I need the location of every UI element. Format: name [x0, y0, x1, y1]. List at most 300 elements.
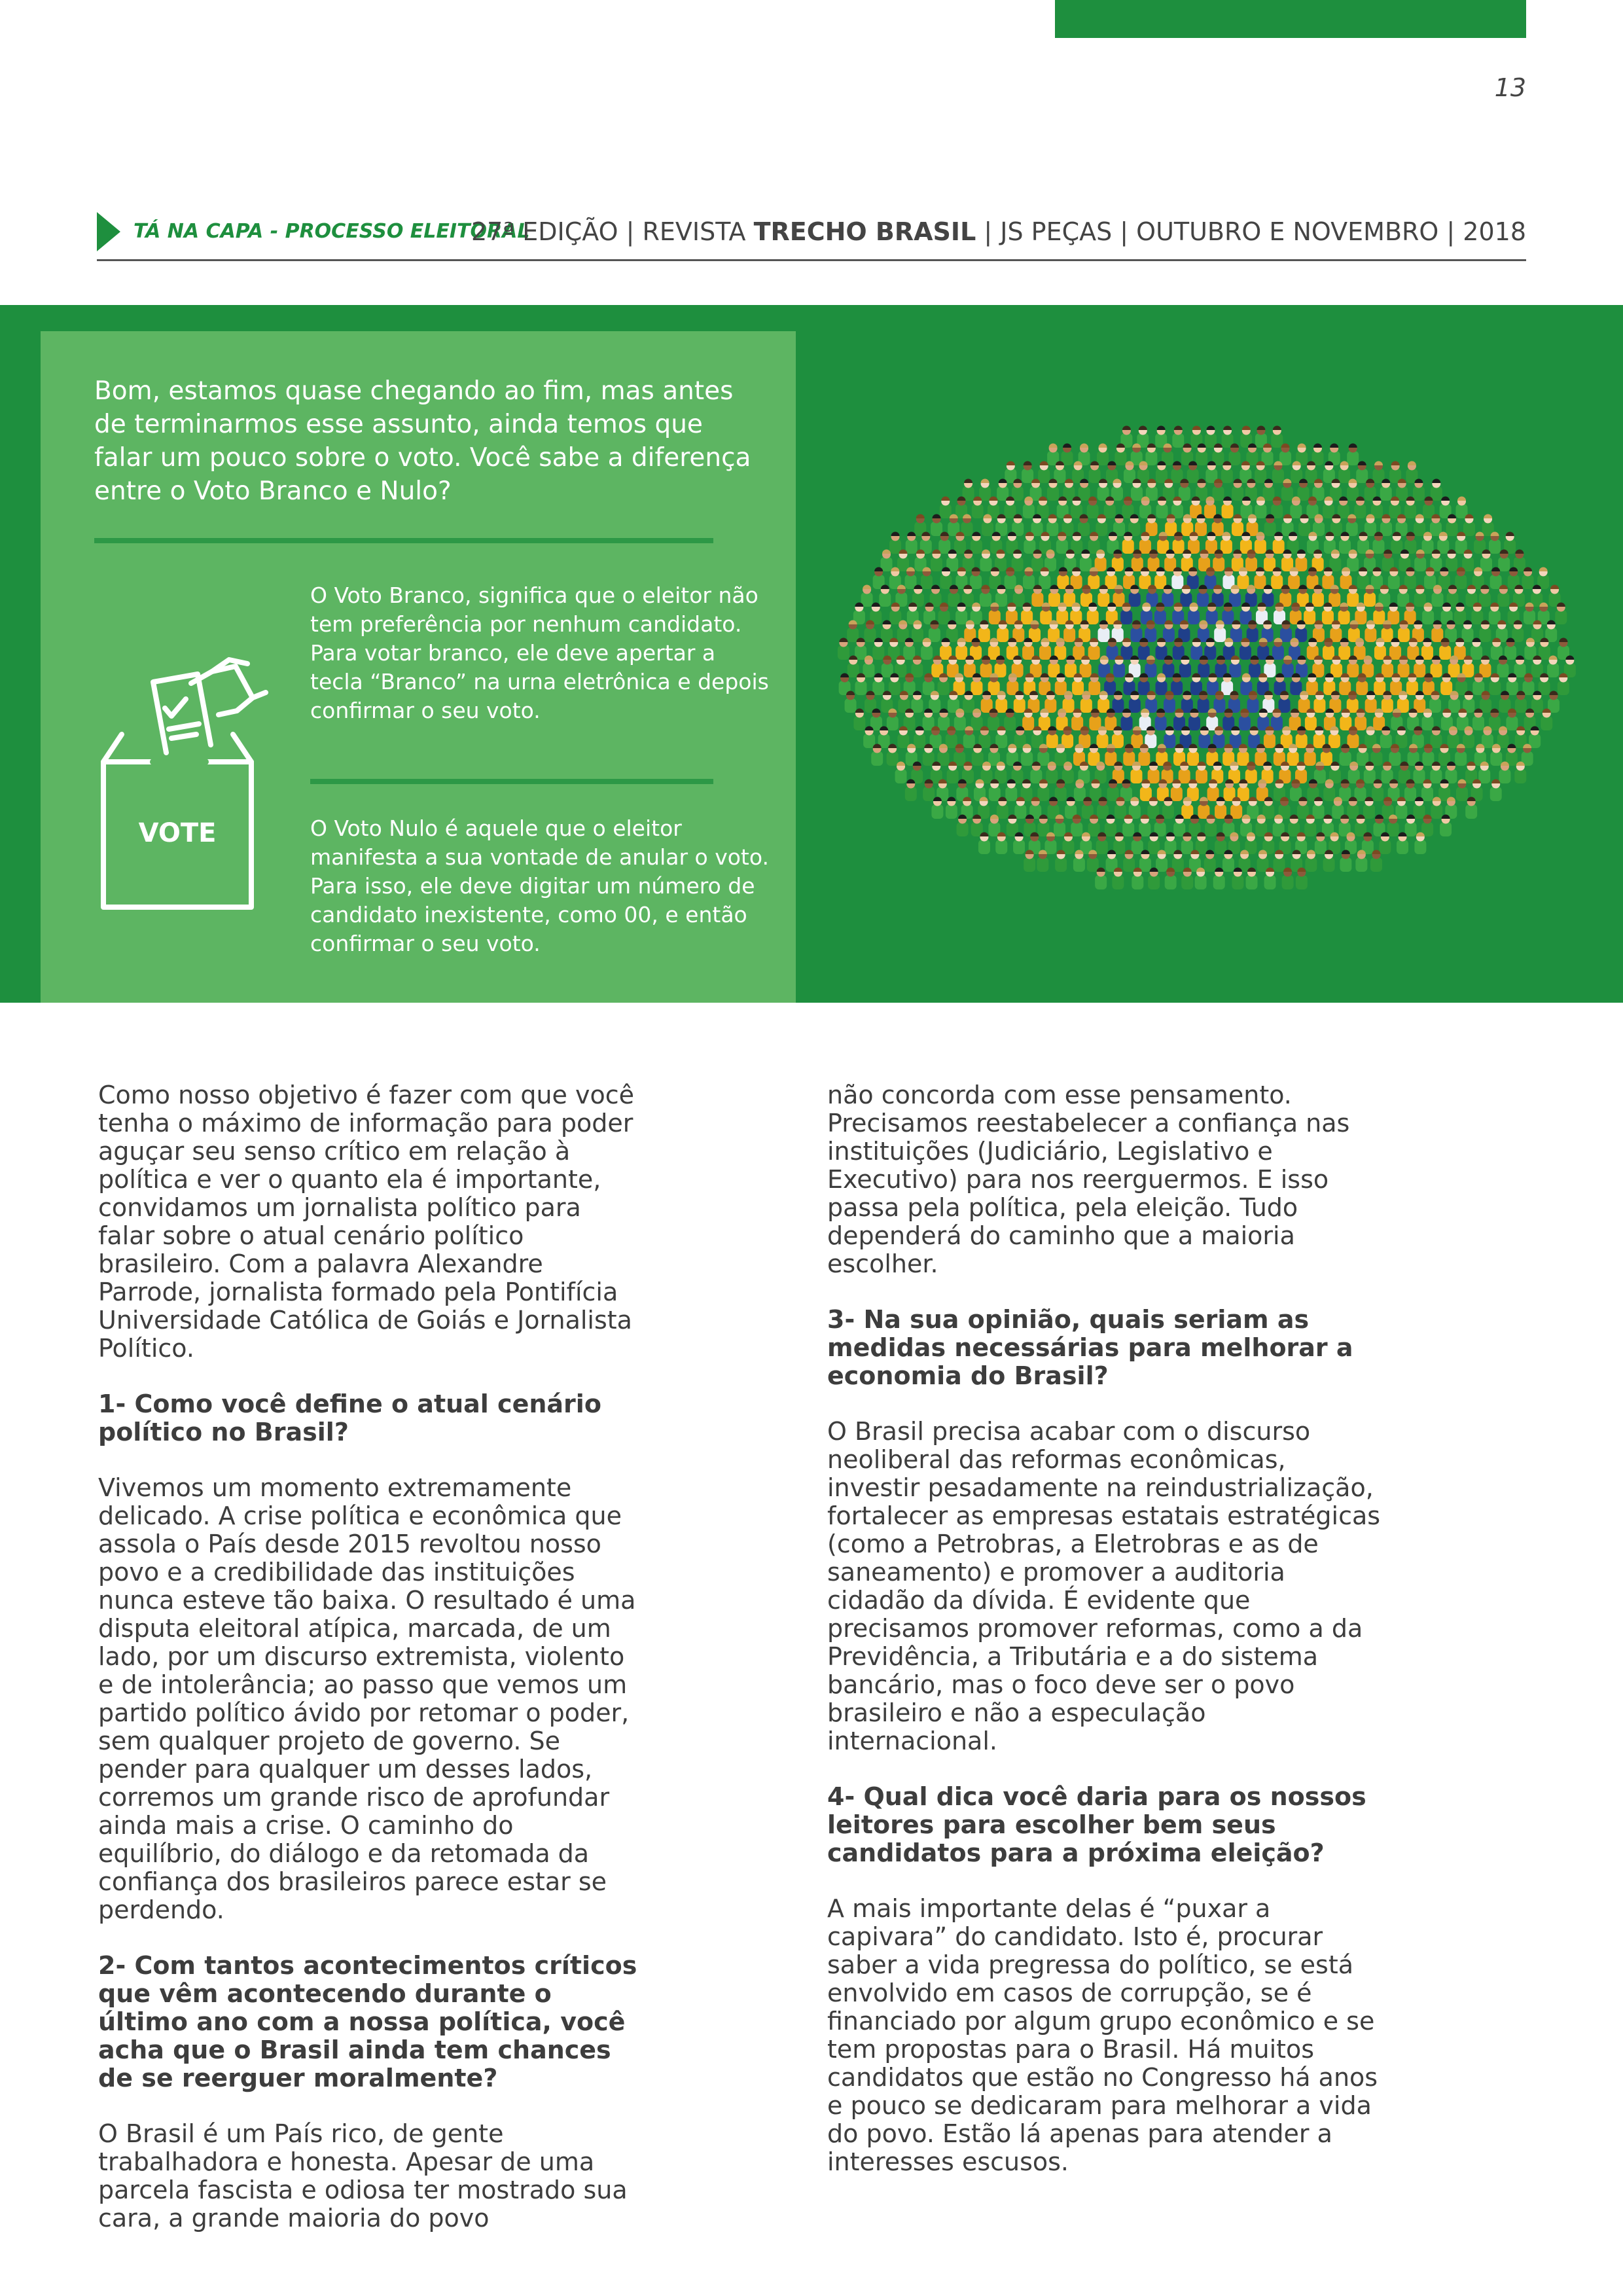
crowd-person-body [1347, 451, 1359, 465]
magazine-name: TRECHO BRASIL [753, 217, 976, 246]
crowd-person-hair [1298, 444, 1306, 448]
crowd-person-body [931, 522, 942, 536]
crowd-person-hair [1283, 479, 1291, 484]
crowd-person-body [1274, 857, 1285, 872]
crowd-person-hair [1200, 797, 1208, 802]
crowd-person-hair [1157, 426, 1166, 431]
crowd-person-body [1097, 628, 1109, 642]
crowd-person-body [1096, 734, 1108, 748]
crowd-person-hair [1324, 815, 1332, 819]
crowd-person-body [1272, 645, 1284, 660]
crowd-person-body [863, 663, 874, 677]
crowd-person-body [1363, 804, 1375, 819]
crowd-person-body [1129, 698, 1141, 713]
crowd-person-body [971, 681, 982, 695]
crowd-person-body [1232, 522, 1243, 536]
crowd-person-body [1023, 504, 1035, 518]
crowd-person-hair [1183, 444, 1192, 448]
crowd-person-body [1047, 486, 1059, 501]
crowd-person-body [1164, 698, 1175, 713]
header-rule [97, 259, 1526, 261]
crowd-person-body [1422, 751, 1434, 766]
issue-line [471, 217, 1526, 246]
crowd-person-body [1087, 504, 1099, 518]
crowd-person-body [1463, 522, 1475, 536]
crowd-person-body [1315, 840, 1327, 854]
crowd-person-hair [1290, 815, 1298, 819]
crowd-person-body [1204, 857, 1216, 872]
crowd-person-body [1373, 610, 1385, 624]
crowd-person-body [887, 751, 899, 766]
crowd-person-hair [1506, 532, 1514, 537]
crowd-person-body [1113, 663, 1125, 677]
crowd-person-body [1365, 698, 1377, 713]
crowd-person-body [971, 539, 982, 554]
crowd-person-hair [1073, 709, 1082, 713]
crowd-person-hair [933, 514, 941, 519]
crowd-person-body [1489, 681, 1501, 695]
crowd-person-body [1172, 433, 1184, 448]
crowd-person-body [1232, 486, 1243, 501]
crowd-person-body [1024, 857, 1035, 872]
crowd-person-body [995, 698, 1007, 713]
crowd-person-hair [982, 550, 990, 554]
crowd-person-body [1097, 592, 1109, 607]
crowd-person-hair [1457, 497, 1466, 501]
article-paragraph: Como nosso objetivo é fazer com que você tenha o máximo de informação para poder aguçar seu senso crítico em relação à política e ver o quanto ela é importante, convidamos um jornalista político para falar sobre o atual cenário político brasileiro. Com a palavra Alexandre Parrode, jornalista formado pela Pontifícia Universidade Católica de Goiás e Jornalista Político. [98, 1081, 635, 1363]
crowd-person-body [1171, 787, 1183, 801]
interview-question: 1- Como você define o atual cenário político no Brasil? [98, 1390, 601, 1446]
vote-label: VOTE [138, 818, 217, 848]
crowd-person-hair [1374, 461, 1383, 466]
crowd-person-hair [1183, 691, 1191, 696]
crowd-person-hair [964, 479, 972, 484]
crowd-person-body [1198, 698, 1209, 713]
crowd-person-hair [1340, 603, 1348, 607]
voto-branco-text: O Voto Branco, significa que o eleitor não tem preferência por nenhum candidato. Para votar branco, ele deve apertar a tecla “Branco” na urna eletrônica e depois confirmar o seu voto. [310, 583, 769, 723]
crowd-person-body [1395, 804, 1407, 819]
crowd-person-body [1271, 433, 1283, 448]
crowd-person-hair [1549, 691, 1558, 696]
crowd-person-hair [1024, 461, 1032, 466]
crowd-person-body [1414, 804, 1425, 819]
crowd-person-body [1181, 875, 1193, 889]
crowd-person-body [940, 504, 952, 518]
crowd-person-body [1196, 451, 1207, 465]
crowd-person-body [1471, 610, 1483, 624]
crowd-person-body [1179, 663, 1191, 677]
crowd-person-body [1497, 663, 1508, 677]
article-paragraph: não concorda com esse pensamento. Precisamos reestabelecer a confiança nas instituições (Judiciário, Legislativo e Executivo) para nos reerguermos. E isso passa pela política, pela eleição. Tudo dependerá do caminho que a maioria escolher. [827, 1081, 1350, 1278]
crowd-person-body [1145, 451, 1157, 465]
intro-text: Bom, estamos quase chegando ao fim, mas antes de terminarmos esse assunto, ainda temos que falar um pouco sobre o voto. Você sabe a diferença entre o Voto Branco e Nulo? [94, 376, 751, 506]
crowd-person-body [1405, 822, 1417, 836]
crowd-person-body [1323, 645, 1334, 660]
crowd-person-body [906, 539, 918, 554]
crowd-person-body [1372, 539, 1384, 554]
crowd-person-body [989, 787, 1001, 801]
crowd-person-hair [1314, 620, 1323, 625]
crowd-person-body [1232, 875, 1243, 889]
crowd-person-body [879, 592, 891, 607]
crowd-person-body [1037, 857, 1048, 872]
crowd-person-body [1246, 875, 1258, 889]
crowd-person-body [1155, 716, 1167, 730]
crowd-person-body [989, 610, 1001, 624]
crowd-person-hair [1298, 585, 1307, 590]
crowd-person-hair [1313, 444, 1322, 448]
crowd-person-body [1298, 522, 1310, 536]
crowd-person-body [1087, 857, 1099, 872]
crowd-person-body [1414, 592, 1426, 607]
crowd-person-body [1296, 875, 1308, 889]
crowd-person-body [1095, 875, 1107, 889]
crowd-person-body [938, 681, 950, 695]
crowd-person-body [963, 698, 974, 713]
article-paragraph: Vivemos um momento extremamente delicado. A crise política e econômica que assola o País desde 2015 revoltou nosso povo e a credibilidade das instituições nunca esteve tão baixa. O resultado é uma disputa eleitoral atípica, marcada, de um lado, por um discurso extremista, violento e de intolerância; ao passo que vemos um partido político ávido por retomar o poder, sem qualquer projeto de governo. Se pender para qualquer um desses lados, corremos um grande risco de aprofundar ainda mais a crise. O caminho do equilíbrio, do diálogo e da retomada da confiança dos brasileiros parece estar se perdendo. [98, 1473, 636, 1924]
crowd-person-hair [947, 797, 955, 802]
crowd-person-body [921, 645, 933, 660]
crowd-person-body [1073, 857, 1085, 872]
crowd-person-body [1088, 681, 1100, 695]
crowd-person-body [1229, 663, 1241, 677]
crowd-person-body [940, 575, 952, 589]
crowd-person-body [1340, 857, 1351, 872]
crowd-person-body [1281, 486, 1293, 501]
crowd-person-hair [1065, 479, 1073, 484]
crowd-person-body [1382, 698, 1393, 713]
section-label: TÁ NA CAPA - PROCESSO ELEITORAL [134, 220, 530, 243]
page-number: 13 [1494, 73, 1526, 102]
crowd-person-body [1087, 610, 1099, 624]
crowd-person-body [1245, 557, 1257, 571]
crowd-person-body [853, 716, 865, 730]
crowd-person-body [1422, 610, 1434, 624]
crowd-person-body [1054, 822, 1065, 836]
crowd-person-hair [1358, 461, 1366, 466]
crowd-person-hair [1457, 780, 1466, 784]
crowd-person-body [1213, 875, 1225, 889]
crowd-person-body [1096, 840, 1108, 854]
crowd-person-body [1132, 840, 1143, 854]
divider [94, 538, 713, 543]
crowd-person-body [1089, 469, 1101, 483]
crowd-person-body [1088, 645, 1100, 660]
crowd-person-body [947, 769, 959, 783]
crowd-person-body [1287, 751, 1299, 766]
crowd-person-body [1164, 734, 1175, 748]
crowd-person-body [1005, 575, 1016, 589]
crowd-person-body [1206, 610, 1218, 624]
crowd-person-body [1046, 734, 1058, 748]
crowd-person-hair [1132, 620, 1141, 625]
crowd-person-body [1188, 716, 1200, 730]
crowd-person-hair [931, 585, 940, 590]
crowd-person-body [1414, 522, 1425, 536]
crowd-person-body [1173, 539, 1185, 554]
crowd-person-body [863, 734, 875, 748]
crowd-person-body [1354, 504, 1366, 518]
crowd-person-body [1237, 575, 1249, 589]
crowd-person-body [1323, 787, 1335, 801]
crowd-person-body [1391, 539, 1402, 554]
crowd-person-body [1389, 645, 1401, 660]
crowd-person-body [957, 822, 969, 836]
issue-suffix: | JS PEÇAS | OUTUBRO E NOVEMBRO | 2018 [976, 217, 1526, 246]
crowd-person-body [1122, 539, 1134, 554]
crowd-person-body [1388, 575, 1400, 589]
crowd-person-body [1339, 539, 1351, 554]
crowd-person-hair [1432, 656, 1440, 660]
crowd-person-body [1414, 840, 1426, 854]
crowd-person-hair [1122, 426, 1131, 431]
article-paragraph: O Brasil é um País rico, de gente trabalhadora e honesta. Apesar de uma parcela fascista e odiosa ter mostrado sua cara, a grande maioria do povo [98, 2119, 628, 2233]
crowd-person-body [1490, 787, 1502, 801]
voto-nulo-text: O Voto Nulo é aquele que o eleitor manifesta a sua vontade de anular o voto. Para isso, ele deve digitar um número de candidato inexistente, como 00, e então confirmar o seu voto. [310, 816, 769, 956]
crowd-person-body [1115, 451, 1126, 465]
crowd-person-body [1187, 469, 1199, 483]
crowd-person-body [847, 628, 859, 642]
crowd-person-body [1213, 486, 1224, 501]
crowd-person-hair [1433, 620, 1442, 625]
crowd-person-body [1063, 628, 1075, 642]
crowd-person-body [1440, 822, 1452, 836]
crowd-person-body [1472, 716, 1484, 730]
crowd-person-body [1431, 804, 1442, 819]
crowd-person-hair [1391, 461, 1400, 466]
crowd-person-body [1322, 610, 1334, 624]
crowd-person-body [921, 575, 933, 589]
crowd-person-body [855, 681, 866, 695]
crowd-person-body [1247, 698, 1258, 713]
crowd-person-body [1271, 575, 1283, 589]
crowd-person-hair [981, 585, 990, 590]
crowd-person-body [1040, 610, 1052, 624]
crowd-person-body [1414, 557, 1426, 571]
crowd-person-hair [1416, 514, 1424, 519]
crowd-person-body [1397, 840, 1408, 854]
crowd-person-body [1497, 592, 1509, 607]
crowd-person-hair [1273, 426, 1281, 431]
crowd-person-body [980, 557, 991, 571]
crowd-person-hair [1206, 426, 1215, 431]
crowd-person-body [1165, 875, 1177, 889]
crowd-person-body [1112, 875, 1124, 889]
crowd-person-body [980, 663, 992, 677]
crowd-person-body [1080, 698, 1092, 713]
crowd-person-body [1046, 769, 1058, 783]
crowd-person-hair [1022, 780, 1031, 784]
crowd-person-hair [1242, 426, 1251, 431]
crowd-person-hair [1174, 426, 1183, 431]
crowd-person-body [1338, 645, 1350, 660]
crowd-person-body [1162, 804, 1174, 819]
crowd-person-hair [1559, 638, 1567, 643]
crowd-person-body [1498, 557, 1510, 571]
crowd-person-body [938, 610, 950, 624]
crowd-person-hair [1080, 444, 1088, 448]
crowd-person-body [1022, 716, 1034, 730]
crowd-person-hair [940, 709, 948, 713]
crowd-person-body [1304, 751, 1316, 766]
crowd-person-body [1272, 469, 1284, 483]
crowd-person-body [1056, 539, 1068, 554]
crowd-person-body [1455, 751, 1467, 766]
crowd-person-body [1139, 539, 1151, 554]
crowd-person-body [1071, 822, 1082, 836]
crowd-person-body [1171, 575, 1183, 589]
crowd-person-body [1121, 716, 1133, 730]
crowd-person-body [923, 751, 935, 766]
crowd-person-hair [1040, 461, 1048, 466]
crowd-person-body [1156, 857, 1168, 872]
crowd-person-hair [1349, 444, 1357, 448]
crowd-person-body [1304, 610, 1315, 624]
crowd-person-hair [1330, 444, 1338, 448]
crowd-person-body [1515, 698, 1527, 713]
crowd-person-body [1254, 575, 1266, 589]
crowd-person-body [1313, 698, 1325, 713]
crowd-person-body [1282, 875, 1294, 889]
crowd-person-body [1080, 557, 1092, 571]
vote-info-box [41, 331, 796, 1003]
crowd-person-body [1379, 840, 1391, 854]
crowd-person-body [1506, 716, 1518, 730]
crowd-person-body [970, 575, 982, 589]
crowd-person-body [1213, 557, 1224, 571]
crowd-person-body [1221, 469, 1233, 483]
crowd-person-body [1440, 681, 1452, 695]
crowd-person-body [1522, 575, 1534, 589]
crowd-person-body [1364, 592, 1376, 607]
crowd-person-hair [1173, 461, 1181, 466]
crowd-person-hair [1516, 656, 1524, 660]
crowd-person-hair [1257, 426, 1265, 431]
crowd-person-body [1239, 716, 1251, 730]
crowd-person-hair [1007, 461, 1015, 466]
crowd-person-body [954, 716, 966, 730]
crowd-person-body [1188, 610, 1200, 624]
crowd-person-hair [1090, 638, 1098, 643]
crowd-person-body [1312, 592, 1324, 607]
crowd-person-body [978, 840, 990, 854]
crowd-person-body [1456, 787, 1468, 801]
crowd-person-body [1021, 751, 1033, 766]
crowd-person-body [1022, 469, 1033, 483]
crowd-person-hair [941, 497, 950, 501]
crowd-person-body [845, 698, 857, 713]
crowd-person-body [1205, 822, 1217, 836]
crowd-person-body [1305, 716, 1317, 730]
crowd-person-body [980, 592, 991, 607]
crowd-person-body [914, 734, 925, 748]
crowd-person-body [872, 681, 884, 695]
crowd-person-body [887, 716, 899, 730]
crowd-person-body [903, 645, 915, 660]
crowd-person-body [1005, 787, 1017, 801]
crowd-person-body [1255, 504, 1266, 518]
crowd-person-body [1004, 716, 1016, 730]
crowd-person-body [1290, 681, 1302, 695]
crowd-person-hair [1067, 797, 1075, 802]
crowd-person-hair [839, 638, 847, 642]
article-paragraph: O Brasil precisa acabar com o discurso neoliberal das reformas econômicas, investir pesadamente na reindustrialização, fortalecer as empresas estatais estratégicas (como a Petrobras, a Eletrobras e as de saneamento) e promover a auditoria cidadão da dívida. É evidente que precisamos promover reformas, como a da Previdência, a Tributária e a do sistema bancário, mas o foco deve ser o povo brasileiro e não a especulação internacional. [827, 1417, 1381, 1755]
crowd-person-body [1262, 486, 1274, 501]
crowd-person-hair [1139, 426, 1147, 431]
top-accent-bar [1055, 0, 1526, 38]
crowd-person-hair [1432, 479, 1440, 484]
crowd-person-hair [1223, 497, 1232, 501]
crowd-person-hair [1291, 709, 1299, 713]
page-header [97, 212, 1526, 262]
crowd-person-body [1282, 663, 1294, 677]
crowd-person-body [1446, 522, 1458, 536]
crowd-person-body [1023, 575, 1035, 589]
crowd-person-hair [1389, 603, 1398, 607]
crowd-person-body [1296, 734, 1308, 748]
crowd-person-hair [855, 709, 864, 713]
crowd-person-hair [1048, 514, 1057, 519]
crowd-person-hair [1484, 514, 1492, 519]
crowd-person-body [1555, 610, 1567, 624]
crowd-person-body [1290, 504, 1302, 518]
crowd-person-body [938, 539, 950, 554]
crowd-person-body [1195, 875, 1207, 889]
crowd-person-body [1305, 857, 1317, 872]
crowd-person-body [1072, 681, 1084, 695]
crowd-person-body [1372, 787, 1383, 801]
crowd-person-body [1541, 716, 1552, 730]
crowd-person-body [1273, 539, 1285, 554]
crowd-person-body [1245, 769, 1257, 783]
crowd-person-body [1288, 575, 1300, 589]
crowd-person-body [1130, 769, 1142, 783]
crowd-person-body [997, 804, 1008, 819]
crowd-person-hair [1441, 497, 1450, 501]
crowd-person-body [955, 610, 967, 624]
crowd-person-body [1514, 769, 1526, 783]
crowd-person-hair [1408, 461, 1416, 466]
crowd-person-hair [1423, 638, 1431, 643]
crowd-person-body [895, 769, 907, 783]
crowd-person-body [1432, 592, 1444, 607]
crowd-person-hair [1250, 726, 1258, 731]
crowd-person-body [995, 840, 1007, 854]
crowd-person-hair [872, 603, 880, 607]
crowd-person-body [1222, 504, 1234, 518]
crowd-person-body [1471, 645, 1482, 660]
crowd-person-body [838, 645, 849, 660]
crowd-person-body [1264, 734, 1275, 748]
crowd-person-hair [1192, 426, 1201, 431]
crowd-person-body [1214, 628, 1226, 642]
crowd-person-hair [1550, 585, 1559, 590]
crowd-person-body [1181, 840, 1193, 854]
crowd-person-hair [1090, 673, 1099, 678]
crowd-person-body [1329, 734, 1340, 748]
crowd-person-body [912, 628, 923, 642]
crowd-person-hair [1049, 444, 1058, 448]
crowd-person-body [1255, 469, 1266, 483]
article-column-left [98, 1081, 641, 2260]
crowd-flag-image [831, 419, 1577, 890]
crowd-person-body [1115, 804, 1126, 819]
crowd-person-hair [1223, 426, 1232, 431]
crowd-person-body [1249, 663, 1260, 677]
crowd-person-body [1356, 469, 1368, 483]
crowd-person-body [1131, 486, 1143, 501]
crowd-person-hair [1539, 567, 1548, 572]
